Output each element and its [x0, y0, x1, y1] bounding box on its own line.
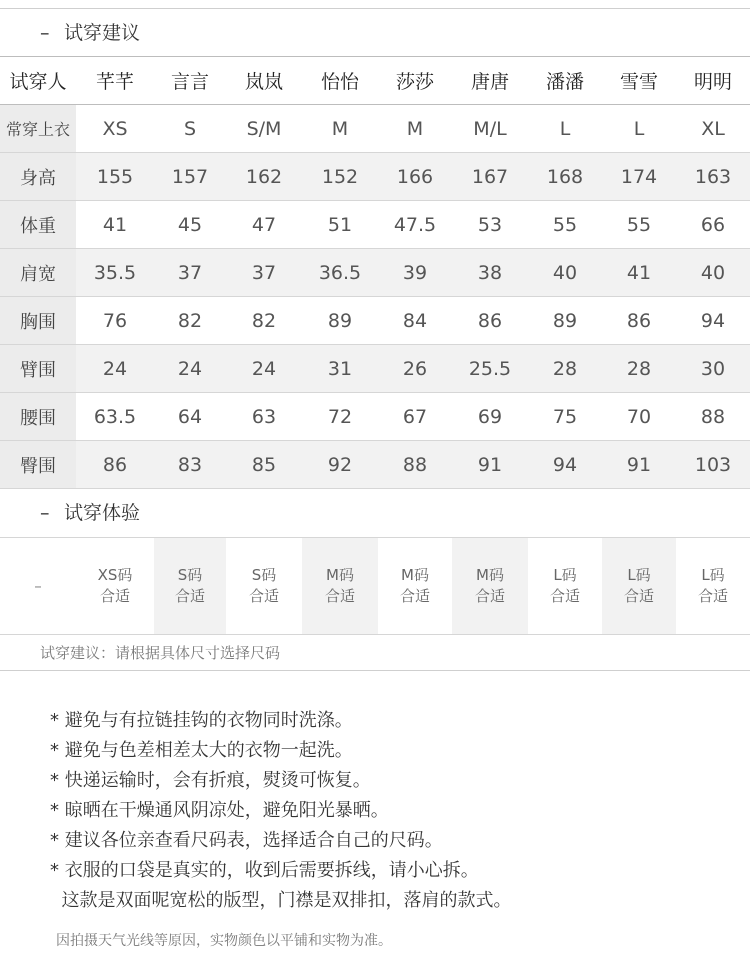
size-table [0, 56, 750, 489]
dash-marker: – [40, 22, 50, 44]
table-cell: 91 [452, 441, 528, 489]
experience-cell [602, 538, 676, 634]
table-cell: 70 [602, 393, 676, 441]
care-item: * 避免与色差相差太大的衣物一起洗。 [50, 740, 353, 761]
row-label: 臂围 [0, 345, 76, 393]
table-cell: 86 [452, 297, 528, 345]
experience-cell [154, 538, 226, 634]
experience-fit: 合适 [399, 587, 430, 605]
table-cell: 36.5 [302, 249, 378, 297]
color-disclaimer: 因拍摄天气光线等原因，实物颜色以平铺和实物为准。 [56, 933, 392, 949]
table-cell: 168 [528, 153, 602, 201]
table-cell: 53 [452, 201, 528, 249]
table-cell: 51 [302, 201, 378, 249]
experience-fit: 合适 [697, 587, 728, 605]
care-item: * 建议各位亲查看尺码表，选择适合自己的尺码。 [50, 830, 443, 851]
experience-size: L码 [701, 566, 725, 584]
table-cell: M [378, 105, 452, 153]
table-cell: 88 [378, 441, 452, 489]
care-item: * 晾晒在干燥通风阴凉处，避免阳光暴晒。 [50, 800, 389, 821]
table-cell: 30 [676, 345, 750, 393]
experience-fit: 合适 [248, 587, 279, 605]
experience-cell [76, 538, 154, 634]
table-cell: XS [76, 105, 154, 153]
section-title-text: 试穿体验 [64, 502, 141, 524]
table-cell: 31 [302, 345, 378, 393]
experience-size: XS码 [97, 566, 133, 584]
experience-fit: 合适 [549, 587, 580, 605]
care-item: 这款是双面呢宽松的版型，门襟是双排扣，落肩的款式。 [50, 890, 512, 911]
table-row [0, 297, 750, 345]
table-cell: 25.5 [452, 345, 528, 393]
fit-experience-row [0, 537, 750, 635]
table-cell: 94 [676, 297, 750, 345]
table-cell: L [602, 105, 676, 153]
experience-fit: 合适 [324, 587, 355, 605]
table-cell: XL [676, 105, 750, 153]
experience-size: S码 [251, 566, 277, 584]
header-person: 莎莎 [378, 57, 452, 105]
table-cell: 163 [676, 153, 750, 201]
table-cell: 63.5 [76, 393, 154, 441]
table-cell: 40 [528, 249, 602, 297]
experience-size: M码 [401, 566, 429, 584]
experience-cell [226, 538, 302, 634]
table-cell: 88 [676, 393, 750, 441]
table-cell: 37 [226, 249, 302, 297]
dash-marker: – [40, 502, 50, 524]
header-person: 雪雪 [602, 57, 676, 105]
experience-size: M码 [476, 566, 504, 584]
experience-fit: 合适 [174, 587, 205, 605]
table-cell: 94 [528, 441, 602, 489]
table-cell: 69 [452, 393, 528, 441]
section-title-fit-advice [0, 8, 750, 56]
table-cell: S [154, 105, 226, 153]
table-cell: 91 [602, 441, 676, 489]
table-cell: 28 [528, 345, 602, 393]
table-row [0, 345, 750, 393]
table-row [0, 153, 750, 201]
row-label: 肩宽 [0, 249, 76, 297]
table-cell: 38 [452, 249, 528, 297]
table-cell: 47.5 [378, 201, 452, 249]
header-person: 言言 [154, 57, 226, 105]
table-cell: 24 [76, 345, 154, 393]
table-cell: 76 [76, 297, 154, 345]
row-label: 胸围 [0, 297, 76, 345]
table-cell: 174 [602, 153, 676, 201]
experience-cell [378, 538, 452, 634]
experience-size: S码 [177, 566, 203, 584]
row-label: 腰围 [0, 393, 76, 441]
care-item: * 避免与有拉链挂钩的衣物同时洗涤。 [50, 710, 353, 731]
table-cell: 84 [378, 297, 452, 345]
fit-advice-note: 试穿建议：请根据具体尺寸选择尺码 [0, 636, 750, 671]
table-cell: 103 [676, 441, 750, 489]
table-cell: 41 [602, 249, 676, 297]
experience-size: L码 [553, 566, 577, 584]
table-cell: 152 [302, 153, 378, 201]
header-person: 潘潘 [528, 57, 602, 105]
row-label: 身高 [0, 153, 76, 201]
table-cell: 85 [226, 441, 302, 489]
care-instructions [50, 706, 730, 916]
table-cell: 39 [378, 249, 452, 297]
experience-fit: 合适 [99, 587, 130, 605]
table-cell: 55 [528, 201, 602, 249]
experience-cell [452, 538, 528, 634]
experience-cell [302, 538, 378, 634]
table-cell: 89 [528, 297, 602, 345]
experience-fit: 合适 [623, 587, 654, 605]
table-cell: 92 [302, 441, 378, 489]
table-cell: 162 [226, 153, 302, 201]
table-cell: 26 [378, 345, 452, 393]
section-title-text: 试穿建议 [64, 22, 141, 44]
table-cell: 67 [378, 393, 452, 441]
table-cell: 64 [154, 393, 226, 441]
row-label: 体重 [0, 201, 76, 249]
table-cell: 86 [602, 297, 676, 345]
table-cell: 166 [378, 153, 452, 201]
table-cell: 83 [154, 441, 226, 489]
header-person: 明明 [676, 57, 750, 105]
table-cell: 40 [676, 249, 750, 297]
header-person: 岚岚 [226, 57, 302, 105]
table-cell: 45 [154, 201, 226, 249]
table-cell: M/L [452, 105, 528, 153]
row-label: 常穿上衣 [0, 105, 76, 153]
header-person: 芊芊 [76, 57, 154, 105]
table-row [0, 105, 750, 153]
table-cell: 37 [154, 249, 226, 297]
section-title-fit-experience [0, 489, 750, 537]
experience-first-cell: – [34, 576, 42, 595]
table-cell: 89 [302, 297, 378, 345]
table-cell: 24 [154, 345, 226, 393]
table-cell: 82 [154, 297, 226, 345]
table-cell: 41 [76, 201, 154, 249]
table-header-row [0, 57, 750, 105]
table-cell: 63 [226, 393, 302, 441]
table-row [0, 441, 750, 489]
experience-cell [676, 538, 750, 634]
table-cell: 35.5 [76, 249, 154, 297]
experience-size: L码 [627, 566, 651, 584]
care-item: * 快递运输时，会有折痕，熨烫可恢复。 [50, 770, 371, 791]
table-cell: 155 [76, 153, 154, 201]
table-cell: 82 [226, 297, 302, 345]
table-cell: 72 [302, 393, 378, 441]
table-cell: S/M [226, 105, 302, 153]
care-item: * 衣服的口袋是真实的，收到后需要拆线，请小心拆。 [50, 860, 479, 881]
table-cell: L [528, 105, 602, 153]
table-cell: 86 [76, 441, 154, 489]
table-cell: 157 [154, 153, 226, 201]
table-cell: 47 [226, 201, 302, 249]
header-person: 唐唐 [452, 57, 528, 105]
table-cell: 28 [602, 345, 676, 393]
table-row [0, 249, 750, 297]
row-label: 臀围 [0, 441, 76, 489]
experience-fit: 合适 [474, 587, 505, 605]
table-cell: M [302, 105, 378, 153]
experience-size: M码 [326, 566, 354, 584]
table-cell: 66 [676, 201, 750, 249]
header-label: 试穿人 [0, 57, 76, 105]
table-cell: 24 [226, 345, 302, 393]
header-person: 怡怡 [302, 57, 378, 105]
table-cell: 55 [602, 201, 676, 249]
table-row [0, 201, 750, 249]
table-row [0, 393, 750, 441]
experience-cell [528, 538, 602, 634]
table-cell: 167 [452, 153, 528, 201]
table-cell: 75 [528, 393, 602, 441]
